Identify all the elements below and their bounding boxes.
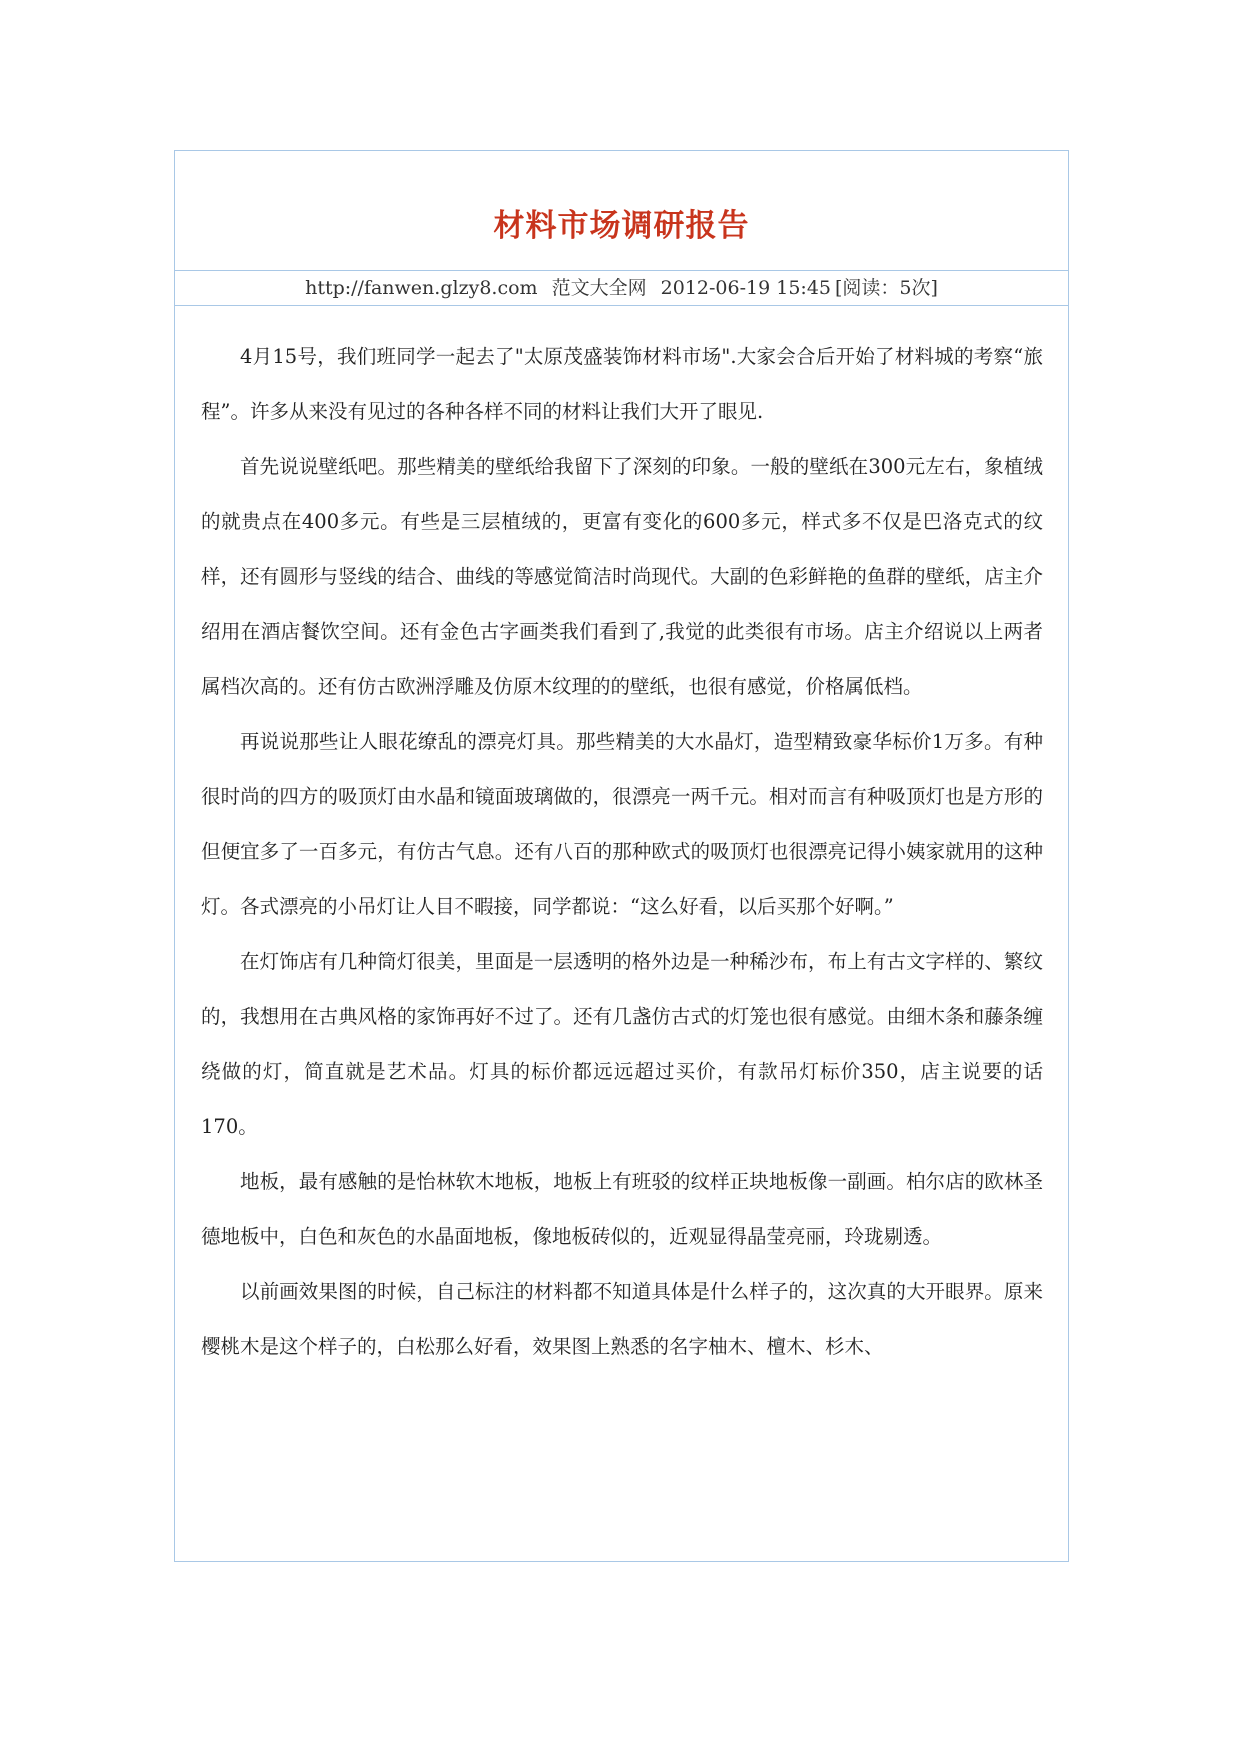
document-title: 材料市场调研报告 xyxy=(493,208,750,244)
paragraph: 以前画效果图的时候，自己标注的材料都不知道具体是什么样子的，这次真的大开眼界。原来樱桃木是这个样子的，白松那么好看，效果图上熟悉的名字柚木、檀木、杉木、 xyxy=(201,1280,1043,1358)
document-frame xyxy=(174,150,1069,1562)
source-url[interactable]: http://fanwen.glzy8.com xyxy=(305,277,538,299)
meta-line xyxy=(175,271,1068,306)
paragraph: 4月15号，我们班同学一起去了"太原茂盛装饰材料市场".大家会合后开始了材料城的考察“旅程”。许多从来没有见过的各种各样不同的材料让我们大开了眼见. xyxy=(201,345,1043,423)
paragraph: 在灯饰店有几种筒灯很美，里面是一层透明的格外边是一种稀沙布，布上有古文字样的、繁纹的，我想用在古典风格的家饰再好不过了。还有几盏仿古式的灯笼也很有感觉。由细木条和藤条缠绕做的灯，简直就是艺术品。灯具的标价都远远超过买价，有款吊灯标价350，店主说要的话170。 xyxy=(201,950,1043,1138)
site-name: 范文大全网 xyxy=(551,277,647,299)
paragraph: 首先说说壁纸吧。那些精美的壁纸给我留下了深刻的印象。一般的壁纸在300元左右，象植绒的就贵点在400多元。有些是三层植绒的，更富有变化的600多元，样式多不仅是巴洛克式的纹样，还有圆形与竖线的结合、曲线的等感觉简洁时尚现代。大副的色彩鲜艳的鱼群的壁纸，店主介绍用在酒店餐饮空间。还有金色古字画类我们看到了,我觉的此类很有市场。店主介绍说以上两者属档次高的。还有仿古欧洲浮雕及仿原木纹理的的壁纸，也很有感觉，价格属低档。 xyxy=(201,455,1043,698)
read-count: [阅读：5次] xyxy=(835,277,938,299)
publish-datetime: 2012-06-19 15:45 xyxy=(660,277,831,299)
article-body xyxy=(201,329,1043,1374)
paragraph: 地板，最有感触的是怡林软木地板，地板上有班驳的纹样正块地板像一副画。柏尔店的欧林圣德地板中，白色和灰色的水晶面地板，像地板砖似的，近观显得晶莹亮丽，玲珑剔透。 xyxy=(201,1170,1043,1248)
paragraph: 再说说那些让人眼花缭乱的漂亮灯具。那些精美的大水晶灯，造型精致豪华标价1万多。有种很时尚的四方的吸顶灯由水晶和镜面玻璃做的，很漂亮一两千元。相对而言有种吸顶灯也是方形的但便宜多了一百多元，有仿古气息。还有八百的那种欧式的吸顶灯也很漂亮记得小姨家就用的这种灯。各式漂亮的小吊灯让人目不暇接，同学都说：“这么好看，以后买那个好啊。” xyxy=(201,730,1043,918)
title-area xyxy=(175,151,1068,271)
